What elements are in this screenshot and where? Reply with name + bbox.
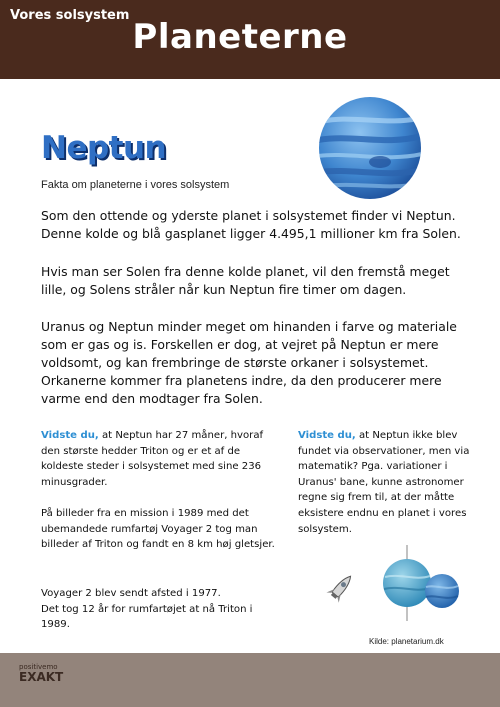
planet-heading: Neptun bbox=[41, 130, 167, 166]
logo-line2: EXAKT bbox=[19, 670, 64, 684]
paragraph-intro: Som den ottende og yderste planet i solsystemet finder vi Neptun. Denne kolde og blå gasplanet ligger 4.495,1 millioner km fra Solen. bbox=[41, 208, 461, 241]
fact-moons bbox=[41, 428, 281, 490]
fact-voyager-launch-line1: Voyager 2 blev sendt afsted i 1977. bbox=[41, 588, 221, 599]
series-label: Vores solsystem bbox=[10, 8, 130, 23]
planet-subtitle: Fakta om planeterne i vores solsystem bbox=[41, 179, 230, 191]
neptune-planet-icon bbox=[318, 96, 422, 200]
fact-lead: Vidste du, bbox=[41, 430, 99, 441]
page-title: Planeterne bbox=[132, 17, 348, 57]
source-credit: Kilde: planetarium.dk bbox=[369, 637, 444, 646]
fact-voyager-launch bbox=[41, 586, 281, 633]
planets-icon bbox=[380, 543, 462, 623]
fact-discovery-text: at Neptun ikke blev fundet via observationer, men via matematik? Pga. variationer i Uranus' bane, kunne astronomer regne sig frem til, at der måtte eksistere endnu en planet i vores solsystem. bbox=[298, 430, 470, 535]
fact-voyager-mission: På billeder fra en mission i 1989 med det ubemandede rumfartøj Voyager 2 tog man billeder af Triton og fandt en 8 km høj gletsjer. bbox=[41, 508, 275, 551]
fact-lead: Vidste du, bbox=[298, 430, 356, 441]
fact-moons-text: at Neptun har 27 måner, hvoraf den største hedder Triton og er et af de koldeste steder i solsystemet med sine 236 minusgrader. bbox=[41, 430, 264, 488]
publisher-logo bbox=[19, 664, 63, 683]
footer-bar bbox=[0, 653, 500, 707]
paragraph-sunlight: Hvis man ser Solen fra denne kolde planet, vil den fremstå meget lille, og Solens stråler når kun Neptun fire timer om dagen. bbox=[41, 264, 450, 297]
paragraph-comparison: Uranus og Neptun minder meget om hinanden i farve og materiale som er gas og is. Forskellen er dog, at vejret på Neptun er mere voldsomt, og kan frembringe de største orkaner i solsystemet. Orkanerne kommer fra planetens indre, da den producerer mere varme end den modtager fra Solen. bbox=[41, 319, 457, 406]
header-bar bbox=[0, 0, 500, 79]
fact-discovery bbox=[298, 428, 478, 537]
rocket-icon bbox=[322, 570, 356, 610]
logo-line1: positivemo bbox=[19, 663, 58, 671]
fact-voyager-launch-line2: Det tog 12 år for rumfartøjet at nå Triton i 1989. bbox=[41, 603, 253, 631]
